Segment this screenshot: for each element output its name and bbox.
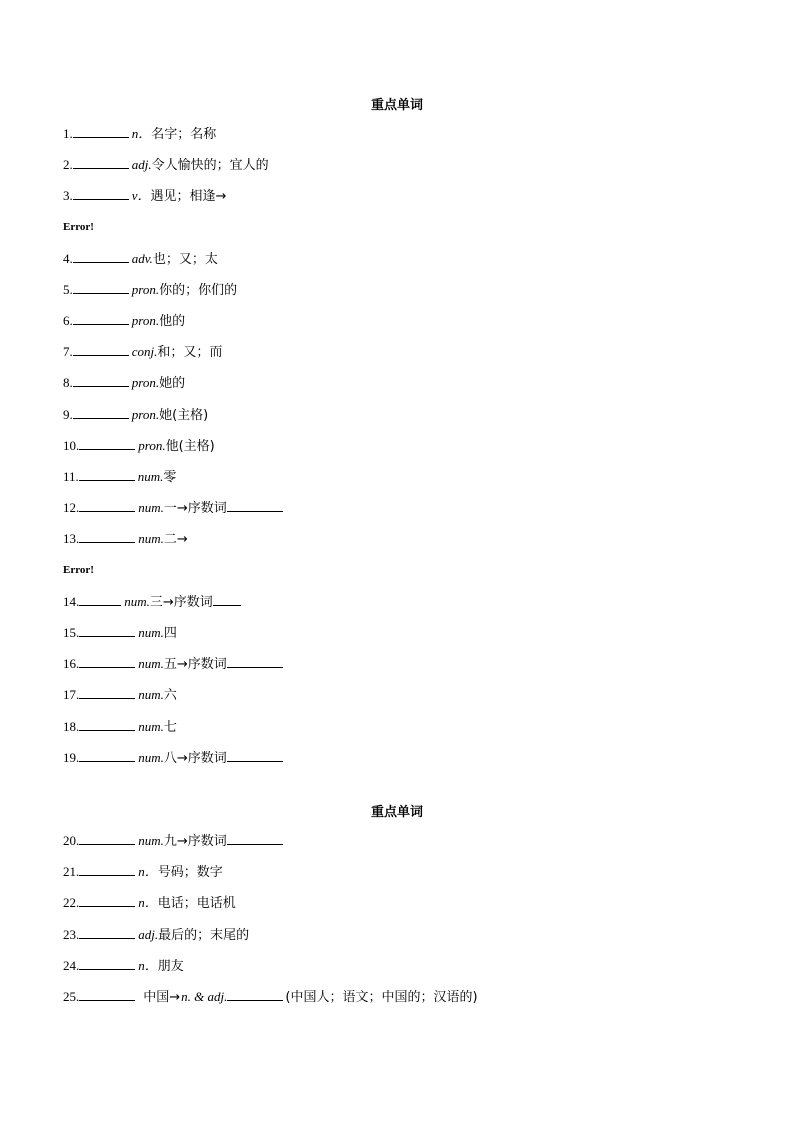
- answer-blank[interactable]: [79, 685, 135, 699]
- part-of-speech: pron.: [131, 407, 160, 422]
- meaning: 她的: [159, 376, 186, 391]
- meaning: 七: [163, 720, 177, 735]
- answer-blank-ordinal[interactable]: [227, 498, 283, 512]
- part-of-speech: num.: [138, 833, 164, 848]
- part-of-speech: adj.: [138, 927, 159, 942]
- answer-blank[interactable]: [73, 405, 129, 419]
- meaning: 最后的；末尾的: [158, 928, 250, 943]
- item-number: 1.: [63, 126, 73, 141]
- list-item: [63, 186, 226, 206]
- meaning: 九→序数词: [163, 834, 227, 849]
- list-item: [63, 862, 223, 882]
- part-of-speech: adv.: [131, 251, 153, 266]
- list-item: [63, 654, 285, 674]
- part-of-speech: pron.: [138, 438, 166, 453]
- item-number: 18.: [63, 719, 80, 734]
- answer-blank[interactable]: [73, 280, 129, 294]
- part-of-speech: n．: [131, 126, 152, 141]
- answer-blank[interactable]: [79, 623, 135, 637]
- answer-blank[interactable]: [79, 893, 135, 907]
- list-item: [63, 592, 243, 612]
- answer-blank[interactable]: [73, 373, 129, 387]
- item-number: 25.: [63, 989, 80, 1004]
- item-number: 4.: [63, 251, 73, 266]
- answer-blank[interactable]: [79, 717, 135, 731]
- meaning: 五→序数词: [163, 657, 227, 672]
- answer-blank-derived[interactable]: [227, 987, 283, 1001]
- part-of-speech: num.: [138, 687, 164, 702]
- list-item: [63, 249, 218, 269]
- list-item: [63, 987, 478, 1007]
- list-item: [63, 623, 177, 643]
- meaning: 六: [163, 688, 177, 703]
- list-item: [63, 155, 269, 175]
- part-of-speech: num.: [138, 719, 164, 734]
- item-number: 6.: [63, 313, 73, 328]
- list-item: [63, 342, 222, 362]
- part-of-speech: pron.: [131, 313, 160, 328]
- meaning: 令人愉快的；宜人的: [151, 158, 269, 173]
- list-item: [63, 280, 237, 300]
- meaning: 她(主格): [159, 408, 209, 423]
- answer-blank-ordinal[interactable]: [227, 831, 283, 845]
- list-item: [63, 685, 177, 705]
- list-item: [63, 748, 285, 768]
- item-number: 12.: [63, 500, 80, 515]
- list-item: [63, 893, 236, 913]
- meaning: 八→序数词: [163, 751, 227, 766]
- item-number: 2.: [63, 157, 73, 172]
- meaning: 零: [163, 470, 177, 485]
- item-number: 10.: [63, 438, 80, 453]
- item-number: 7.: [63, 344, 73, 359]
- list-item: [63, 436, 215, 456]
- part-of-speech: num.: [137, 469, 164, 484]
- answer-blank[interactable]: [79, 529, 135, 543]
- answer-blank[interactable]: [79, 748, 135, 762]
- item-number: 9.: [63, 407, 73, 422]
- answer-blank[interactable]: [79, 831, 135, 845]
- answer-blank[interactable]: [73, 342, 129, 356]
- part-of-speech: pron.: [131, 282, 160, 297]
- part-of-speech: num.: [138, 625, 164, 640]
- item-number: 13.: [63, 531, 80, 546]
- meaning: 三→序数词: [149, 595, 213, 610]
- part-of-speech: v．: [131, 188, 151, 203]
- part-of-speech: adj.: [131, 157, 152, 172]
- error-text: Error!: [63, 221, 94, 233]
- answer-blank-ordinal[interactable]: [227, 748, 283, 762]
- part-of-speech: n．: [138, 895, 158, 910]
- item-number: 16.: [63, 656, 80, 671]
- error-text: Error!: [63, 564, 94, 576]
- meaning: 遇见；相逢→: [150, 189, 227, 204]
- meaning: 号码；数字: [157, 865, 223, 880]
- answer-blank[interactable]: [79, 862, 135, 876]
- part-of-speech: num.: [138, 656, 164, 671]
- meaning: 四: [163, 626, 177, 641]
- part-of-speech: num.: [124, 594, 150, 609]
- meaning: 他(主格): [165, 439, 215, 454]
- meaning: 朋友: [157, 959, 184, 974]
- meaning: 电话；电话机: [157, 896, 236, 911]
- answer-blank[interactable]: [73, 155, 129, 169]
- part-of-speech: n．: [138, 864, 158, 879]
- list-item: [63, 498, 285, 518]
- list-item: [63, 467, 176, 487]
- meaning: 名字；名称: [151, 127, 217, 142]
- meaning: 一→序数词: [163, 501, 227, 516]
- part-of-speech: n．: [138, 958, 158, 973]
- answer-blank[interactable]: [79, 925, 135, 939]
- meaning: (中国人；语文；中国的；汉语的): [285, 990, 478, 1005]
- list-item: [63, 373, 185, 393]
- item-number: 5.: [63, 282, 73, 297]
- meaning: 二→: [163, 532, 188, 547]
- part-of-speech: n. & adj.: [181, 989, 228, 1004]
- answer-blank[interactable]: [79, 467, 135, 481]
- meaning: 你的；你们的: [159, 283, 238, 298]
- list-item: [63, 925, 249, 945]
- list-item: [63, 956, 184, 976]
- part-of-speech: pron.: [131, 375, 160, 390]
- item-number: 19.: [63, 750, 80, 765]
- answer-blank-ordinal[interactable]: [213, 592, 241, 606]
- answer-blank[interactable]: [73, 311, 129, 325]
- item-number: 23.: [63, 927, 80, 942]
- meaning: 他的: [159, 314, 186, 329]
- section-title: 重点单词: [370, 805, 423, 820]
- part-of-speech: conj.: [131, 344, 158, 359]
- part-of-speech: num.: [138, 531, 164, 546]
- list-item: [63, 717, 177, 737]
- item-number: 15.: [63, 625, 80, 640]
- list-item: [63, 311, 185, 331]
- item-number: 11.: [63, 469, 79, 484]
- answer-blank[interactable]: [79, 592, 121, 606]
- item-number: 8.: [63, 375, 73, 390]
- list-item: [63, 405, 208, 425]
- item-number: 17.: [63, 687, 80, 702]
- item-number: 3.: [63, 188, 73, 203]
- meaning: 和；又；而: [157, 345, 223, 360]
- list-item: [63, 124, 216, 144]
- item-number: 14.: [63, 594, 80, 609]
- list-item: [63, 831, 285, 851]
- answer-blank[interactable]: [73, 186, 129, 200]
- answer-blank[interactable]: [73, 124, 129, 138]
- item-number: 21.: [63, 864, 80, 879]
- answer-blank[interactable]: [79, 436, 135, 450]
- answer-blank[interactable]: [79, 956, 135, 970]
- section-title: 重点单词: [370, 98, 423, 113]
- meaning-prefix: 中国→: [143, 990, 181, 1005]
- meaning: 也；又；太: [152, 252, 218, 267]
- item-number: 22.: [63, 895, 80, 910]
- list-item: [63, 529, 188, 549]
- item-number: 24.: [63, 958, 80, 973]
- part-of-speech: num.: [138, 750, 164, 765]
- answer-blank[interactable]: [79, 987, 135, 1001]
- answer-blank-ordinal[interactable]: [227, 654, 283, 668]
- part-of-speech: num.: [138, 500, 164, 515]
- item-number: 20.: [63, 833, 80, 848]
- answer-blank[interactable]: [79, 654, 135, 668]
- answer-blank[interactable]: [79, 498, 135, 512]
- answer-blank[interactable]: [73, 249, 129, 263]
